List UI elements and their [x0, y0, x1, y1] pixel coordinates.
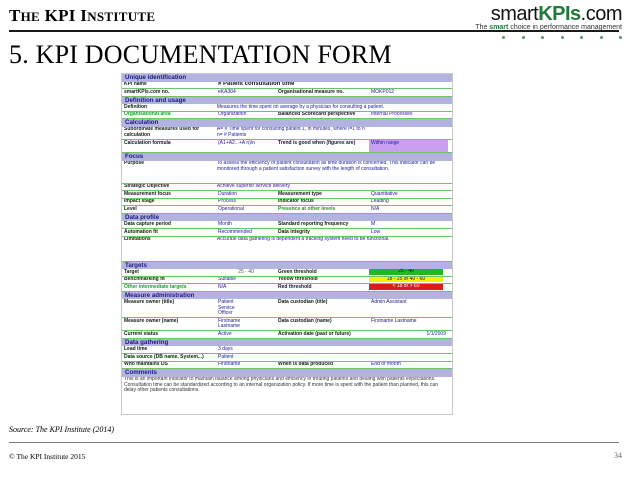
limitations-value: Accurate data gathering is dependent a tracking system need to be functional.: [216, 236, 390, 243]
owner-name-value: Firstname Lastname: [218, 318, 241, 330]
form-row: [122, 112, 452, 120]
produced-value: End of month: [371, 361, 401, 368]
brand-letter-i: I: [80, 6, 88, 25]
automation-value: Recommended: [218, 229, 252, 235]
brand-title: [9, 6, 155, 26]
custodian-name-label: Data custodian (name): [278, 318, 332, 324]
target-value: 25 - 40: [238, 269, 254, 275]
kpi-no-value: eKA304: [218, 89, 236, 95]
focus-label: Measurement focus: [124, 191, 171, 197]
logo-wordmark: [475, 3, 622, 25]
form-row: [122, 104, 452, 112]
brand-word-kpi: KPI: [40, 6, 81, 25]
section-unique-identification: Unique identification: [122, 74, 452, 82]
maintainer-value: Firstname: [218, 361, 241, 368]
presence-value: N/A: [371, 206, 380, 212]
benchmark-value: Suitable: [218, 276, 237, 283]
capture-value: Month: [218, 221, 232, 227]
section-data-profile: Data profile: [122, 214, 452, 222]
page-title: 5. KPI DOCUMENTATION FORM: [9, 40, 392, 69]
logo-part-kpis: KPIs: [538, 3, 581, 25]
form-row: [122, 191, 452, 199]
owner-name-label: Measure owner (name): [124, 318, 179, 324]
brand-word-he: HE: [20, 9, 41, 24]
logo-tagline: [475, 24, 622, 31]
form-row: [122, 346, 452, 354]
data-source-value: Patient: [218, 354, 234, 360]
form-row: [122, 237, 452, 262]
automation-label: Automation fit: [124, 229, 158, 235]
logo-part-smart: smart: [490, 3, 539, 25]
section-data-gathering: Data gathering: [122, 339, 452, 347]
custodian-title-label: Data custodian (title): [278, 299, 328, 305]
integrity-value: Low: [371, 229, 381, 235]
yellow-threshold-label: Yellow threshold: [278, 276, 318, 283]
green-threshold-value: 25 - 40: [369, 269, 443, 275]
org-area-value: Organization: [218, 111, 247, 118]
data-source-label: Data source (DB name, System...): [124, 354, 204, 360]
logo-dots-decoration: [502, 36, 622, 39]
indicator-value: Leading: [371, 198, 389, 205]
status-label: Current status: [124, 331, 159, 337]
form-row: [122, 184, 452, 192]
type-label: Measurement type: [278, 191, 322, 197]
form-row: [122, 354, 452, 362]
reporting-label: Standard reporting frequency: [278, 221, 349, 227]
smartkpis-logo: [475, 3, 622, 31]
footer-copyright: © The KPI Institute 2015: [9, 452, 86, 461]
brand-letter-t: T: [9, 6, 21, 25]
strategic-value: Achieve superior service delivery: [216, 183, 290, 190]
org-no-value: MOKP012: [371, 89, 395, 95]
form-row: [122, 140, 452, 153]
form-row: [122, 199, 452, 207]
org-no-label: Organisational measure no.: [278, 89, 344, 95]
yellow-threshold-value: 18 - 25 or 40 - 60: [369, 277, 443, 283]
form-row: [122, 377, 452, 395]
logo-part-com: .com: [580, 3, 622, 25]
level-label: Level: [124, 206, 137, 212]
tagline-bold: smart: [489, 24, 509, 31]
produced-label: When is data produced: [278, 361, 334, 368]
maintainer-label: Who maintains DS: [124, 361, 168, 368]
section-definition: Definition and usage: [122, 97, 452, 105]
formula-label: Calculation formula: [124, 140, 171, 146]
lead-time-label: Lead time: [124, 346, 148, 352]
indicator-label: Indicator focus: [278, 198, 314, 205]
footer-divider: [9, 442, 619, 443]
section-focus: Focus: [122, 153, 452, 161]
kpi-no-label: smartKPIs.com no.: [124, 89, 170, 95]
section-comments: Comments: [122, 369, 452, 377]
benchmark-label: Benchmarking fit: [124, 276, 165, 283]
activation-label: Activation date (past or future): [278, 331, 351, 337]
green-threshold-label: Green threshold: [278, 269, 317, 275]
owner-title-label: Measure owner (title): [124, 299, 175, 305]
activation-value: 1/1/2009: [426, 331, 446, 337]
form-row: [122, 269, 452, 277]
reporting-value: M: [371, 221, 376, 227]
custodian-title-value: Admin Assistant: [371, 299, 407, 305]
kpi-documentation-form: [121, 73, 453, 415]
limitations-label: Limitations: [124, 236, 151, 243]
formula-value: (A1+A2...+A n)/n: [218, 140, 255, 146]
level-value: Operational: [218, 206, 244, 212]
subordinate-value: A= # Time spent for consulting patient 1, in minutes, where i=1 to n n= # Patients: [216, 126, 365, 138]
form-row: [122, 206, 452, 214]
page-number: 34: [614, 451, 622, 460]
form-row: [122, 89, 452, 97]
form-row: [122, 161, 452, 184]
form-row: [122, 331, 452, 339]
integrity-label: Data integrity: [278, 229, 310, 235]
definition-label: Definition: [124, 104, 148, 110]
tagline-pre: The: [475, 24, 490, 31]
bsc-label: Balanced Scorecard perspective: [278, 111, 356, 118]
form-row: [122, 318, 452, 331]
trend-value: Within range: [369, 140, 448, 152]
presence-label: Presence at other levels: [278, 206, 336, 212]
custodian-name-value: Firstname Lastname: [371, 318, 417, 324]
other-targets-label: Other intermediate targets: [124, 284, 187, 290]
impact-value: Process: [218, 198, 237, 205]
lead-time-value: 3 days: [218, 346, 233, 352]
strategic-label: Strategic Objective: [124, 183, 170, 190]
form-row: [122, 299, 452, 318]
source-note: Source: The KPI Institute (2014): [9, 425, 115, 434]
tagline-post: choice in performance management: [508, 24, 622, 31]
impact-label: Impact stage: [124, 198, 155, 205]
form-row: [122, 284, 452, 292]
red-threshold-label: Red threshold: [278, 284, 312, 290]
section-calculation: Calculation: [122, 119, 452, 127]
kpi-name-label: KPI name: [124, 81, 147, 87]
purpose-label: Purpose: [124, 160, 145, 167]
type-value: Quantitative: [371, 191, 398, 197]
form-row: [122, 127, 452, 140]
red-threshold-value: < 18 or > 60: [369, 284, 443, 290]
org-area-label: Organisational area: [124, 111, 171, 118]
owner-title-value: Patient Service Officer: [218, 299, 235, 317]
other-targets-value: N/A: [218, 284, 227, 290]
form-row: [122, 82, 452, 90]
purpose-value: To assess the efficiency of patient consultation as time duration is concerned. This indicator can be monitored through a patient satisfaction survey with the length of consultation.: [216, 160, 436, 172]
focus-value: Duration: [218, 191, 237, 197]
kpi-name-value: # Patient consultation time: [218, 81, 295, 87]
comments-text: This is an important indicator to maintain balance among physicians and efficiency in treating patients and dealing with patients expectations. Consultation time can be standardized according to an internal organization policy. If more time is spent with the patient than planned, this can delay other patients consultations.: [124, 376, 438, 394]
target-label: Target: [124, 269, 139, 275]
status-value: Active: [218, 331, 232, 337]
form-row: [122, 221, 452, 229]
section-targets: Targets: [122, 262, 452, 270]
bsc-value: Internal Processes: [371, 111, 413, 118]
form-row: [122, 277, 452, 285]
definition-value: Measures the time spent on average by a physician for consulting a patient.: [216, 104, 385, 110]
section-measure-administration: Measure administration: [122, 292, 452, 300]
capture-label: Data capture period: [124, 221, 171, 227]
brand-word-nstitute: NSTITUTE: [87, 9, 156, 24]
form-row: [122, 362, 452, 370]
subordinate-label: Subordinate measures used for calculation: [124, 126, 200, 138]
form-row: [122, 229, 452, 237]
trend-label: Trend is good when (figures are): [278, 140, 356, 146]
